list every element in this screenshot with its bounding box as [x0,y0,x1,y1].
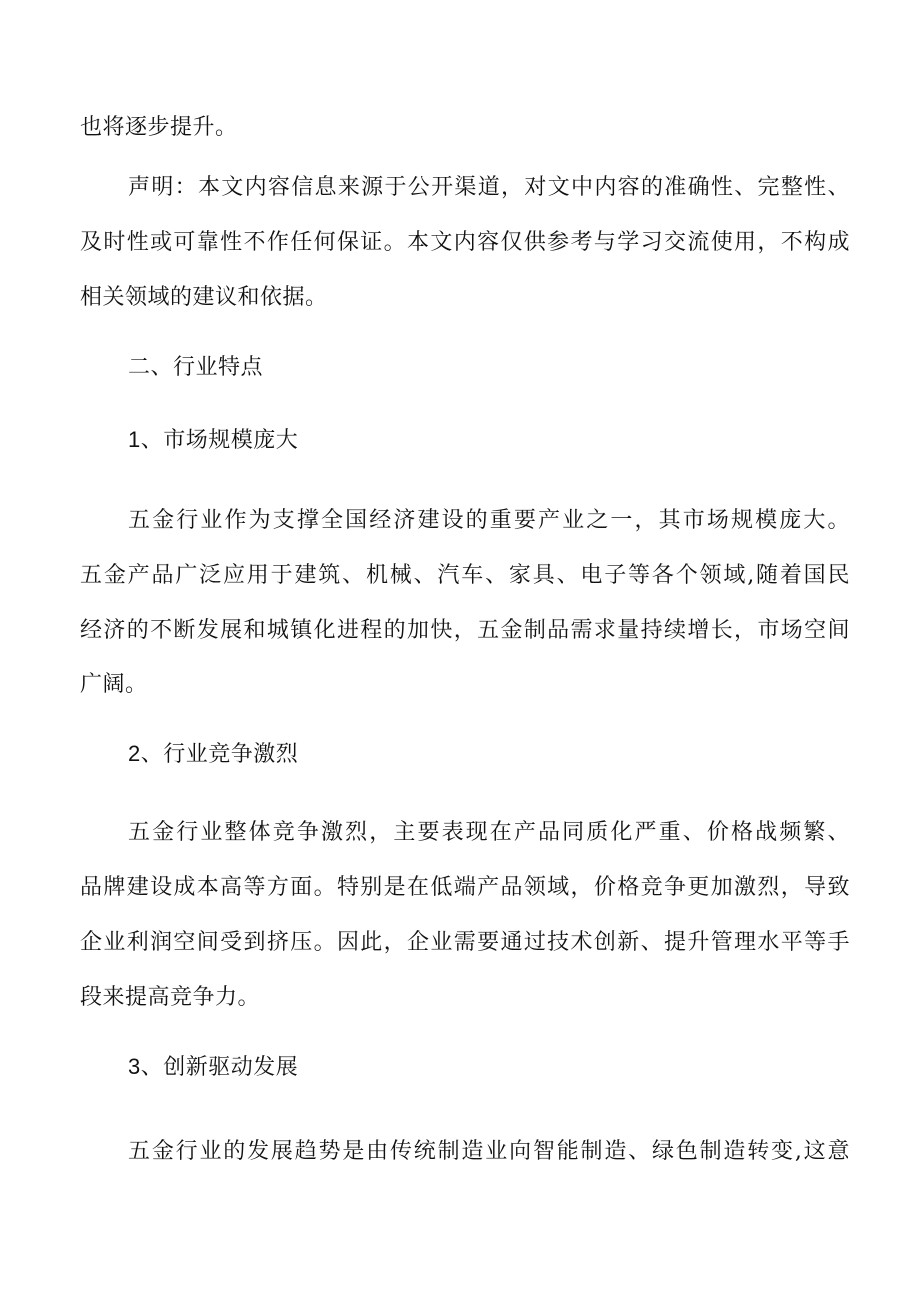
subsection-2-line-3: 企业利润空间受到挤压。因此，企业需要通过技术创新、提升管理水平等手 [80,930,850,955]
subsection-3-number: 3 [128,1054,141,1079]
subsection-3-line-1: 五金行业的发展趋势是由传统制造业向智能制造、绿色制造转变,这意 [128,1139,850,1164]
subsection-1-number: 1 [128,427,141,452]
subsection-1-line-3: 经济的不断发展和城镇化进程的加快，五金制品需求量持续增长，市场空间 [80,618,850,643]
subsection-1-line-2: 五金产品广泛应用于建筑、机械、汽车、家具、电子等各个领域,随着国民 [80,563,850,588]
subsection-1-title: 、市场规模庞大 [140,428,299,453]
statement-line-3: 相关领域的建议和依据。 [80,285,328,310]
subsection-2-number: 2 [128,741,141,766]
statement-line-1: 声明：本文内容信息来源于公开渠道，对文中内容的准确性、完整性、 [128,175,850,200]
subsection-1-line-1: 五金行业作为支撑全国经济建设的重要产业之一，其市场规模庞大。 [128,508,850,533]
subsection-3-heading [128,1052,898,1082]
subsection-1-heading [128,425,898,455]
subsection-2-line-4: 段来提高竞争力。 [80,985,261,1010]
subsection-2-heading [128,739,898,769]
subsection-2-line-1: 五金行业整体竞争激烈，主要表现在产品同质化严重、价格战频繁、 [128,820,850,845]
statement-line-2: 及时性或可靠性不作任何保证。本文内容仅供参考与学习交流使用，不构成 [80,230,850,255]
subsection-3-title: 、创新驱动发展 [140,1055,299,1080]
subsection-1-line-4: 广阔。 [80,672,148,697]
subsection-2-title: 、行业竞争激烈 [140,742,299,767]
section-title: 二、行业特点 [128,355,264,380]
paragraph-intro-tail: 也将逐步提升。 [80,115,238,140]
subsection-2-line-2: 品牌建设成本高等方面。特别是在低端产品领域，价格竞争更加激烈，导致 [80,875,850,900]
